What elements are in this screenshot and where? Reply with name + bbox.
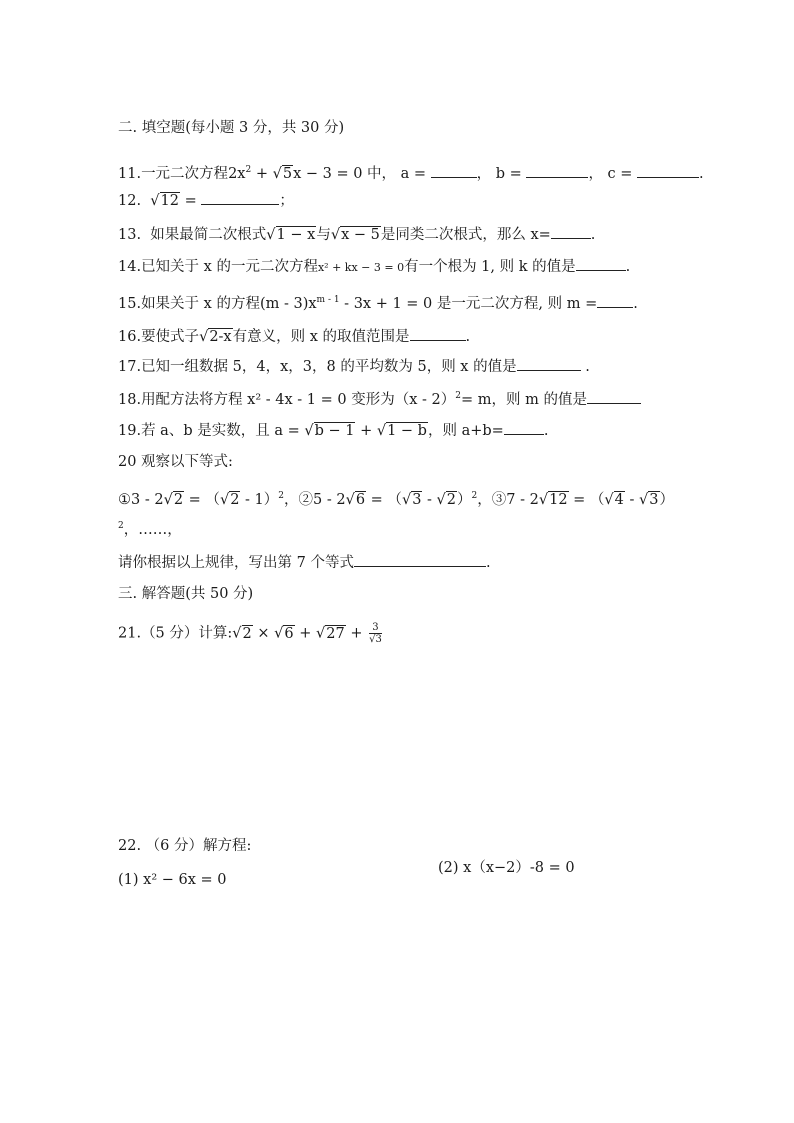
- q20-e2-part-a: ，②5 - 2: [284, 491, 346, 508]
- q20-e3-part-a: ，③7 - 2: [477, 491, 539, 508]
- q16-sqrt: √2-x: [199, 329, 232, 345]
- q14-text1: 已知关于 x 的一元二次方程: [141, 259, 318, 275]
- q21-fraction-numerator: 3: [369, 622, 382, 634]
- q14-text2: 有一个根为 1, 则 k 的值是: [404, 259, 576, 275]
- q20-instruction-text: 请你根据以上规律，写出第 7 个等式: [118, 555, 354, 571]
- q12-sqrt: √12: [150, 193, 179, 209]
- q13-number: 13.: [118, 227, 142, 243]
- question-18: [118, 386, 641, 410]
- q11-b-blank[interactable]: [526, 163, 588, 178]
- q14-equation: x² + kx − 3 = 0: [317, 261, 405, 274]
- q20-e1-part-c: - 1）: [240, 491, 279, 508]
- q20-e1-root2: √2: [219, 491, 240, 508]
- q14-blank[interactable]: [576, 256, 626, 271]
- question-22: [118, 836, 251, 856]
- q21-root3: √27: [316, 625, 345, 642]
- q11-a-label: a =: [400, 165, 427, 182]
- q20-e1-part-b: = （: [184, 491, 220, 508]
- q18-text2: = m，则 m 的值是: [460, 391, 587, 408]
- q20-e2-root3: √2: [436, 491, 457, 508]
- q18-number: 18.: [118, 391, 142, 408]
- question-12: [118, 190, 294, 211]
- q15-end: .: [633, 295, 638, 312]
- q19-root1: √b − 1: [304, 423, 355, 439]
- q13-text1: 如果最简二次根式: [150, 227, 267, 243]
- q21-number: 21.: [118, 625, 142, 642]
- q11-end: .: [699, 165, 704, 182]
- q12-end: ；: [279, 193, 294, 209]
- q20-e2-part-b: = （: [366, 491, 402, 508]
- question-15: [118, 290, 638, 314]
- q21-times: ×: [252, 625, 275, 642]
- q16-text2: 有意义，则 x 的取值范围是: [232, 329, 410, 345]
- q11-eq-plus: +: [255, 165, 268, 182]
- q20-end: .: [485, 555, 491, 571]
- q11-sep1: ，: [476, 165, 492, 182]
- q22-number: 22.: [118, 838, 142, 854]
- q15-text2: - 3x + 1 = 0 是一元二次方程, 则 m =: [339, 295, 598, 312]
- q15-number: 15.: [118, 295, 142, 312]
- q17-blank[interactable]: [517, 356, 581, 371]
- q21-fraction-denominator: √3: [369, 634, 382, 645]
- q19-text2: ，则 a+b=: [427, 423, 504, 439]
- q11-c-blank[interactable]: [637, 163, 699, 178]
- q20-e2-root2: √3: [401, 491, 422, 508]
- q16-blank[interactable]: [410, 326, 466, 341]
- q11-number: 11.: [118, 165, 142, 182]
- q12-eq: =: [184, 193, 197, 209]
- q20-e2-exp: 2: [471, 491, 478, 501]
- question-20-equations: [118, 486, 674, 510]
- question-20-continuation: [118, 516, 182, 540]
- q15-blank[interactable]: [597, 293, 633, 308]
- q13-text2: 与: [316, 227, 331, 243]
- q21-root1: √2: [232, 625, 252, 642]
- q16-number: 16.: [118, 329, 142, 345]
- q17-text: 已知一组数据 5，4，x，3，8 的平均数为 5，则 x 的值是: [141, 359, 517, 375]
- q11-a-blank[interactable]: [431, 163, 477, 178]
- q21-plus1: +: [294, 625, 317, 642]
- q20-e3-exp: 2: [118, 521, 124, 531]
- question-14: [118, 256, 630, 278]
- q11-sep2: ，: [588, 165, 603, 182]
- q18-blank[interactable]: [587, 389, 641, 404]
- q16-text1: 要使式子: [141, 329, 200, 345]
- q19-blank[interactable]: [504, 420, 544, 435]
- q20-e1-root: √2: [163, 491, 184, 508]
- q20-blank[interactable]: [354, 552, 486, 567]
- q19-text1: 若 a、b 是实数，且 a =: [141, 423, 305, 439]
- q20-e3-root: √12: [538, 491, 568, 508]
- q17-end: .: [585, 359, 590, 375]
- question-13: [118, 224, 595, 245]
- section-2-heading: 二. 填空题(每小题 3 分，共 30 分): [118, 120, 345, 136]
- q15-text1: 如果关于 x 的方程(m - 3)x: [141, 295, 317, 312]
- q20-e3-root3: √3: [639, 491, 659, 508]
- q11-eq-c: x − 3 = 0 中，: [293, 165, 397, 182]
- q13-end: .: [590, 227, 596, 243]
- q11-b-label: b =: [495, 165, 522, 182]
- q19-number: 19.: [118, 423, 142, 439]
- q21-root2: √6: [274, 625, 294, 642]
- q13-text3: 是同类二次根式，那么 x=: [380, 227, 551, 243]
- q20-e2-part-c: -: [422, 491, 437, 508]
- q19-plus: +: [355, 423, 377, 439]
- q20-e3-part-c: -: [624, 491, 640, 508]
- q20-ellipsis: ，……，: [123, 521, 182, 538]
- q13-blank[interactable]: [551, 224, 591, 239]
- q19-end: .: [543, 423, 549, 439]
- q20-e3-root2: √4: [604, 491, 624, 508]
- q20-e3-part-b: = （: [568, 491, 605, 508]
- q17-number: 17.: [118, 359, 142, 375]
- q14-number: 14.: [118, 259, 142, 275]
- q14-end: .: [625, 259, 631, 275]
- q13-root1: √1 − x: [266, 227, 316, 243]
- q21-plus2: +: [345, 625, 368, 642]
- q20-e3-part-d: ）: [659, 491, 675, 508]
- q11-sqrt5: √5: [272, 165, 293, 182]
- q11-eq-a: 2x: [228, 165, 246, 182]
- question-11: 11.一元二次方程$2x^2 + √5x - 3 = 0$ 中， a = ， b = ， c = .: [118, 160, 704, 184]
- q13-root2: √x − 5: [330, 227, 380, 243]
- question-20-title: 20 观察以下等式:: [118, 454, 233, 470]
- q16-end: .: [465, 329, 471, 345]
- q12-blank[interactable]: [201, 190, 279, 205]
- q11-c-label: c =: [607, 165, 633, 182]
- question-20-instruction: [118, 552, 491, 573]
- q21-fraction: [369, 622, 382, 645]
- q20-e2-root: √6: [345, 491, 366, 508]
- q20-e1-part-a: ①3 - 2: [118, 491, 164, 508]
- q20-e1-exp: 2: [278, 491, 284, 501]
- q22-part1: (1) x² − 6x = 0: [118, 872, 227, 888]
- q15-exponent: m - 1: [316, 295, 340, 305]
- q22-points: （6 分）解方程:: [145, 838, 252, 854]
- q12-number: 12.: [118, 193, 142, 209]
- question-21: [118, 622, 382, 645]
- q22-part2: (2) x（x−2）-8 = 0: [438, 860, 575, 876]
- q19-root2: √1 − b: [376, 423, 427, 439]
- q18-exponent: 2: [455, 391, 461, 401]
- q18-text1: 用配方法将方程 x² - 4x - 1 = 0 变形为（x - 2）: [141, 391, 456, 408]
- section-3-heading: 三. 解答题(共 50 分): [118, 586, 254, 602]
- question-19: [118, 420, 548, 441]
- question-16: [118, 326, 470, 347]
- q20-e2-part-d: ）: [457, 491, 472, 508]
- q11-text: 一元二次方程: [141, 165, 229, 182]
- question-17: [118, 356, 590, 377]
- q21-points: （5 分）计算:: [141, 625, 233, 642]
